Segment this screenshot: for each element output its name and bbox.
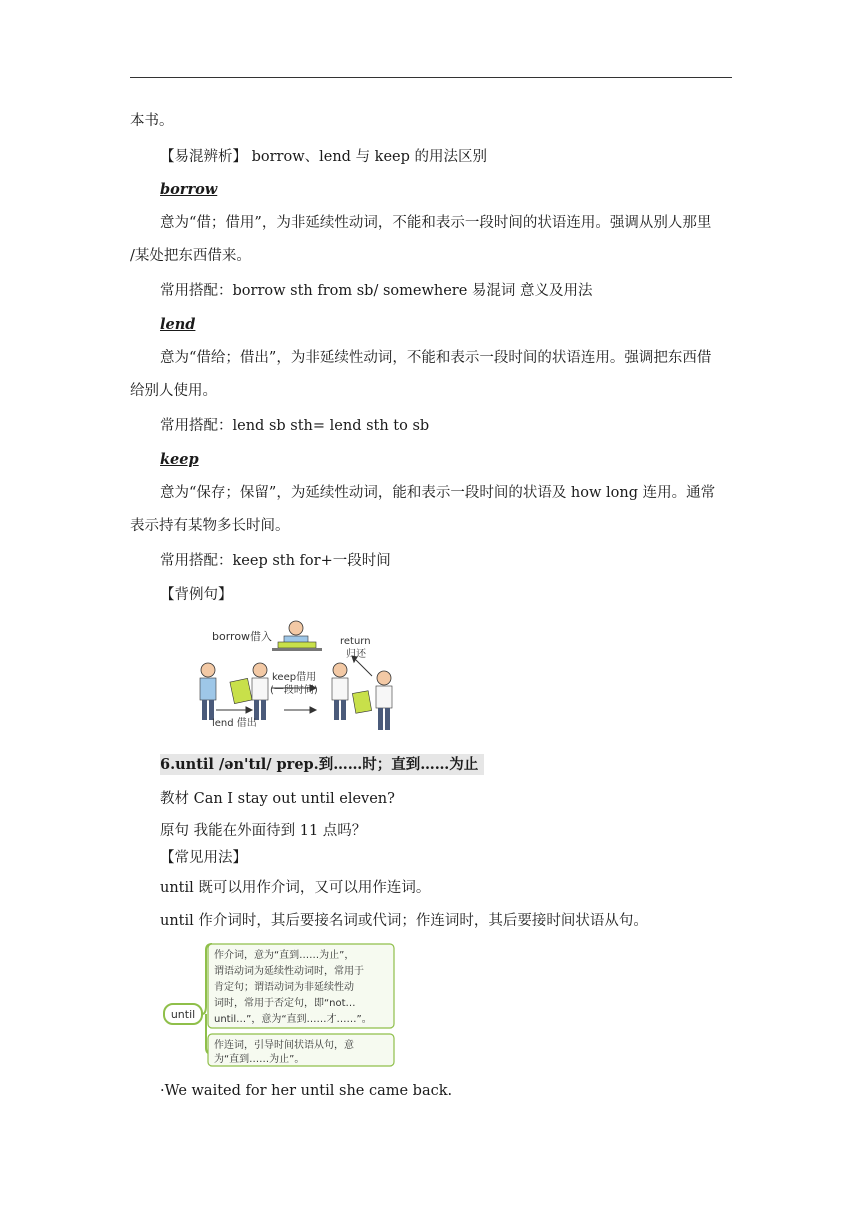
until-mindmap xyxy=(160,940,398,1068)
root-label: until xyxy=(170,1008,196,1021)
label-return-cn: 归还 xyxy=(346,649,366,660)
example-sentence: ·We waited for her until she came back. xyxy=(160,1083,453,1099)
term-keep: keep xyxy=(160,451,199,468)
until-usage-2: until 作介词时，其后要接名词或代词；作连词时，其后要接时间状语从句。 xyxy=(160,913,648,929)
textbook-sentence: 教材 Can I stay out until eleven? xyxy=(160,791,395,807)
until-usage-1: until 既可以用作介词，又可以用作连词。 xyxy=(160,880,431,896)
lend-definition: 意为“借给；借出”，为非延续性动词，不能和表示一段时间的状语连用。强调把东西借 xyxy=(160,350,712,366)
borrow-definition: 意为“借；借用”，为非延续性动词，不能和表示一段时间的状语连用。强调从别人那里 xyxy=(160,215,712,231)
svg-text:until…”，意为“直到……才……”。: until…”，意为“直到……才……”。 xyxy=(214,1014,372,1025)
borrow-definition-cont: /某处把东西借来。 xyxy=(130,248,251,264)
label-keep-period: (一段时间) xyxy=(270,685,318,696)
label-return: return xyxy=(340,636,371,647)
label-lend: lend 借出 xyxy=(212,718,257,729)
svg-text:作介词，意为“直到……为止”，: 作介词，意为“直到……为止”， xyxy=(214,950,355,961)
usage-heading: 【常见用法】 xyxy=(160,850,247,866)
term-lend: lend xyxy=(160,316,196,333)
keep-usage: 常用搭配：keep sth for+一段时间 xyxy=(160,553,391,569)
label-keep: keep借用 xyxy=(272,672,317,683)
lend-definition-cont: 给别人使用。 xyxy=(130,383,217,399)
lend-usage: 常用搭配：lend sb sth= lend sth to sb xyxy=(160,418,430,434)
svg-text:谓语动词为延续性动词时，常用于: 谓语动词为延续性动词时，常用于 xyxy=(214,966,364,977)
book-icon xyxy=(352,691,371,713)
borrow-usage: 常用搭配：borrow sth from sb/ somewhere 易混词 意义及用法 xyxy=(160,283,593,299)
svg-text:词时，常用于否定句，即“not…: 词时，常用于否定句，即“not… xyxy=(214,998,356,1009)
vocab-heading xyxy=(160,755,484,775)
keep-definition-cont: 表示持有某物多长时间。 xyxy=(130,518,290,534)
header-rule xyxy=(130,77,732,78)
section-heading: 【易混辨析】 borrow、lend 与 keep 的用法区别 xyxy=(160,149,488,165)
vocab-heading-text: 6.until /ən'tɪl/ prep.到……时；直到……为止 xyxy=(160,754,484,775)
keep-definition: 意为“保存；保留”，为延续性动词，能和表示一段时间的状语及 how long 连用。通常 xyxy=(160,485,716,501)
svg-text:作连词，引导时间状语从句，意: 作连词，引导时间状语从句，意 xyxy=(214,1040,354,1051)
label-borrow: borrow借入 xyxy=(212,630,273,643)
term-borrow: borrow xyxy=(160,181,218,198)
svg-text:为“直到……为止”。: 为“直到……为止”。 xyxy=(214,1054,305,1065)
borrow-lend-keep-illustration xyxy=(160,614,412,742)
examples-heading: 【背例句】 xyxy=(160,587,233,603)
text-line: 本书。 xyxy=(130,113,174,129)
original-sentence: 原句 我能在外面待到 11 点吗？ xyxy=(160,823,367,839)
preposition-text xyxy=(214,948,372,1025)
svg-text:肯定句；谓语动词为非延续性动: 肯定句；谓语动词为非延续性动 xyxy=(214,982,354,993)
